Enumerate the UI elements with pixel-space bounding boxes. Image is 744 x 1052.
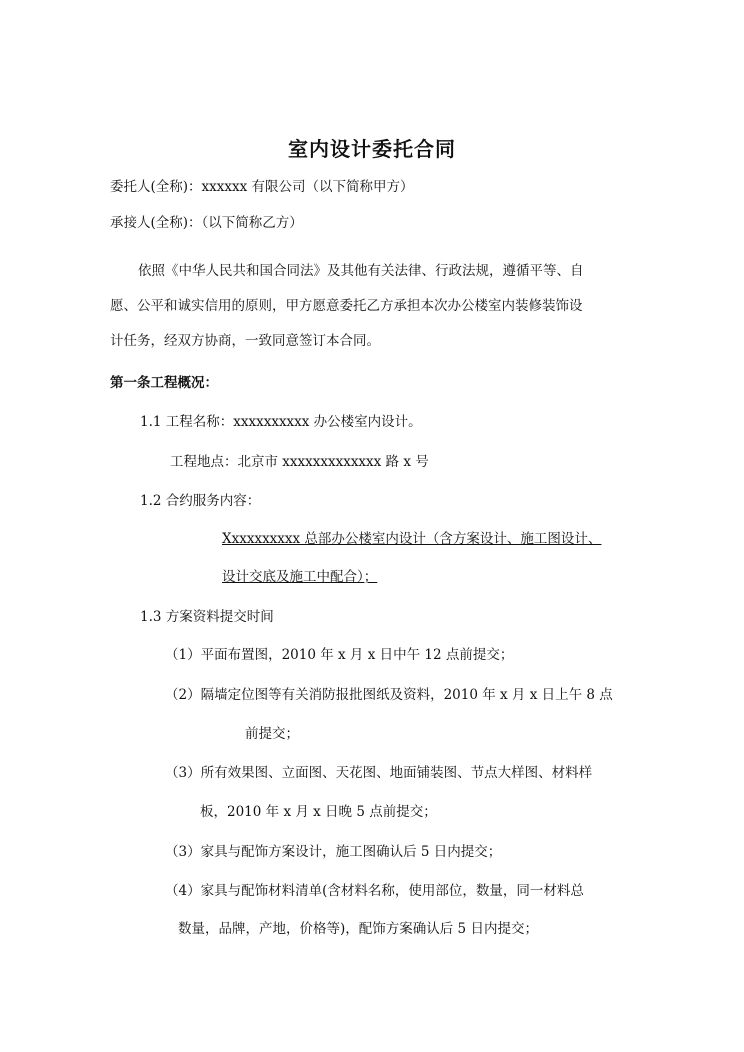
service-line-1: Xxxxxxxxxx 总部办公楼室内设计（含方案设计、施工图设计、 xyxy=(222,531,602,547)
schedule-item-continued: 前提交； xyxy=(245,726,299,742)
schedule-item: （2）隔墙定位图等有关消防报批图纸及资料，2010 年 x 月 x 日上午 8 点 xyxy=(165,687,613,703)
schedule-item-continued: 板，2010 年 x 月 x 日晚 5 点前提交； xyxy=(200,804,437,820)
page-title: 室内设计委托合同 xyxy=(288,137,456,161)
contractor-line: 承接人(全称)：（以下简称乙方） xyxy=(110,215,303,231)
schedule-item: （3）家具与配饰方案设计，施工图确认后 5 日内提交； xyxy=(165,844,502,860)
project-location: 工程地点：北京市 xxxxxxxxxxxxx 路 x 号 xyxy=(170,454,429,470)
item-1-3: 1.3 方案资料提交时间 xyxy=(140,609,274,625)
schedule-item-continued: 数量，品牌，产地，价格等)，配饰方案确认后 5 日内提交； xyxy=(178,921,538,937)
schedule-item: （1）平面布置图，2010 年 x 月 x 日中午 12 点前提交； xyxy=(165,647,514,663)
service-line-2: 设计交底及施工中配合）； xyxy=(222,569,378,585)
item-1-2: 1.2 合约服务内容： xyxy=(140,493,261,509)
schedule-item: （4）家具与配饰材料清单(含材料名称，使用部位，数量，同一材料总 xyxy=(165,883,584,899)
schedule-item: （3）所有效果图、立面图、天花图、地面铺装图、节点大样图、材料样 xyxy=(165,765,593,781)
intro-line-3: 计任务，经双方协商，一致同意签订本合同。 xyxy=(110,333,380,349)
article-1-heading: 第一条工程概况： xyxy=(110,375,218,391)
item-1-1: 1.1 工程名称：xxxxxxxxxx 办公楼室内设计。 xyxy=(140,414,422,430)
intro-line-1: 依照《中华人民共和国合同法》及其他有关法律、行政法规，遵循平等、自 xyxy=(138,263,584,279)
intro-line-2: 愿、公平和诚实信用的原则，甲方愿意委托乙方承担本次办公楼室内装修装饰设 xyxy=(110,298,583,314)
client-line: 委托人(全称)：xxxxxx 有限公司（以下简称甲方） xyxy=(110,179,414,195)
